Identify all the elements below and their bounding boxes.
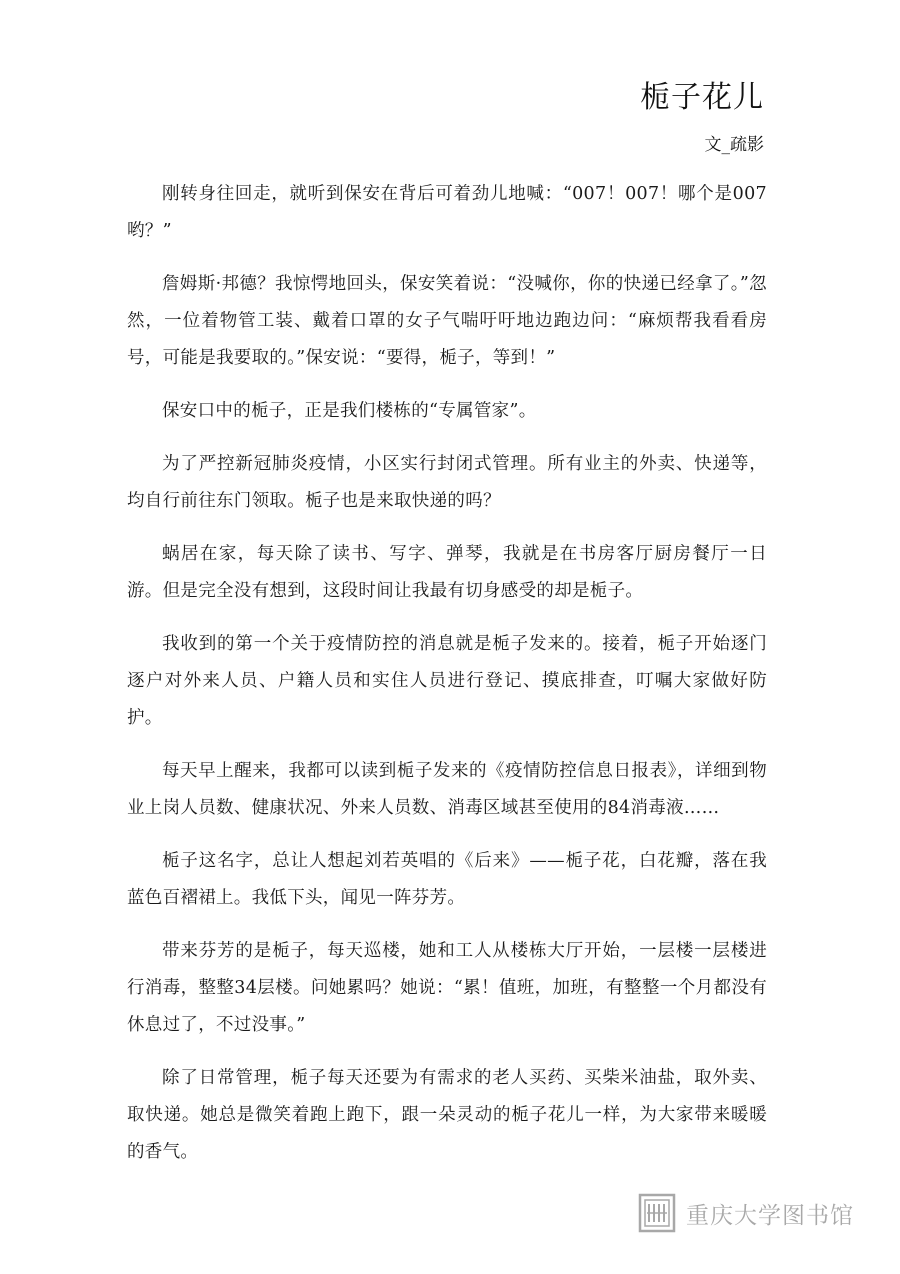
paragraph: 我收到的第一个关于疫情防控的消息就是栀子发来的。接着，栀子开始逐门逐户对外来人员、户籍人员和实住人员进行登记、摸底排查，叮嘱大家做好防护。	[127, 634, 767, 728]
paragraph: 为了严控新冠肺炎疫情，小区实行封闭式管理。所有业主的外卖、快递等，均自行前往东门领取。栀子也是来取快递的吗？	[127, 454, 767, 511]
paragraph: 刚转身往回走，就听到保安在背后可着劲儿地喊：“007！007！哪个是007哟？”	[127, 184, 767, 241]
paragraph: 除了日常管理，栀子每天还要为有需求的老人买药、买柴米油盐，取外卖、取快递。她总是微笑着跑上跑下，跟一朵灵动的栀子花儿一样，为大家带来暖暖的香气。	[127, 1068, 767, 1162]
article-title: 栀子花儿	[640, 80, 764, 115]
library-watermark	[638, 1193, 854, 1233]
watermark-text: 重庆大学图书馆	[686, 1202, 854, 1229]
paragraph: 每天早上醒来，我都可以读到栀子发来的《疫情防控信息日报表》，详细到物业上岗人员数、健康状况、外来人员数、消毒区域甚至使用的84消毒液……	[127, 761, 767, 818]
library-seal-icon	[638, 1193, 676, 1233]
article-body	[127, 176, 767, 1187]
paragraph: 栀子这名字，总让人想起刘若英唱的《后来》——栀子花，白花瓣，落在我蓝色百褶裙上。我低下头，闻见一阵芬芳。	[127, 851, 767, 908]
paragraph: 保安口中的栀子，正是我们楼栋的“专属管家”。	[162, 401, 537, 421]
paragraph: 带来芬芳的是栀子，每天巡楼，她和工人从楼栋大厅开始，一层楼一层楼进行消毒，整整34层楼。问她累吗？她说：“累！值班，加班，有整整一个月都没有休息过了，不过没事。”	[127, 941, 767, 1035]
paragraph: 蜗居在家，每天除了读书、写字、弹琴，我就是在书房客厅厨房餐厅一日游。但是完全没有想到，这段时间让我最有切身感受的却是栀子。	[127, 544, 767, 601]
paragraph: 詹姆斯·邦德？我惊愕地回头，保安笑着说：“没喊你，你的快递已经拿了。”忽然，一位着物管工装、戴着口罩的女子气喘吁吁地边跑边问：“麻烦帮我看看房号，可能是我要取的。”保安说：“要得，栀子，等到！”	[127, 274, 767, 368]
article-author: 文_疏影	[704, 135, 764, 155]
